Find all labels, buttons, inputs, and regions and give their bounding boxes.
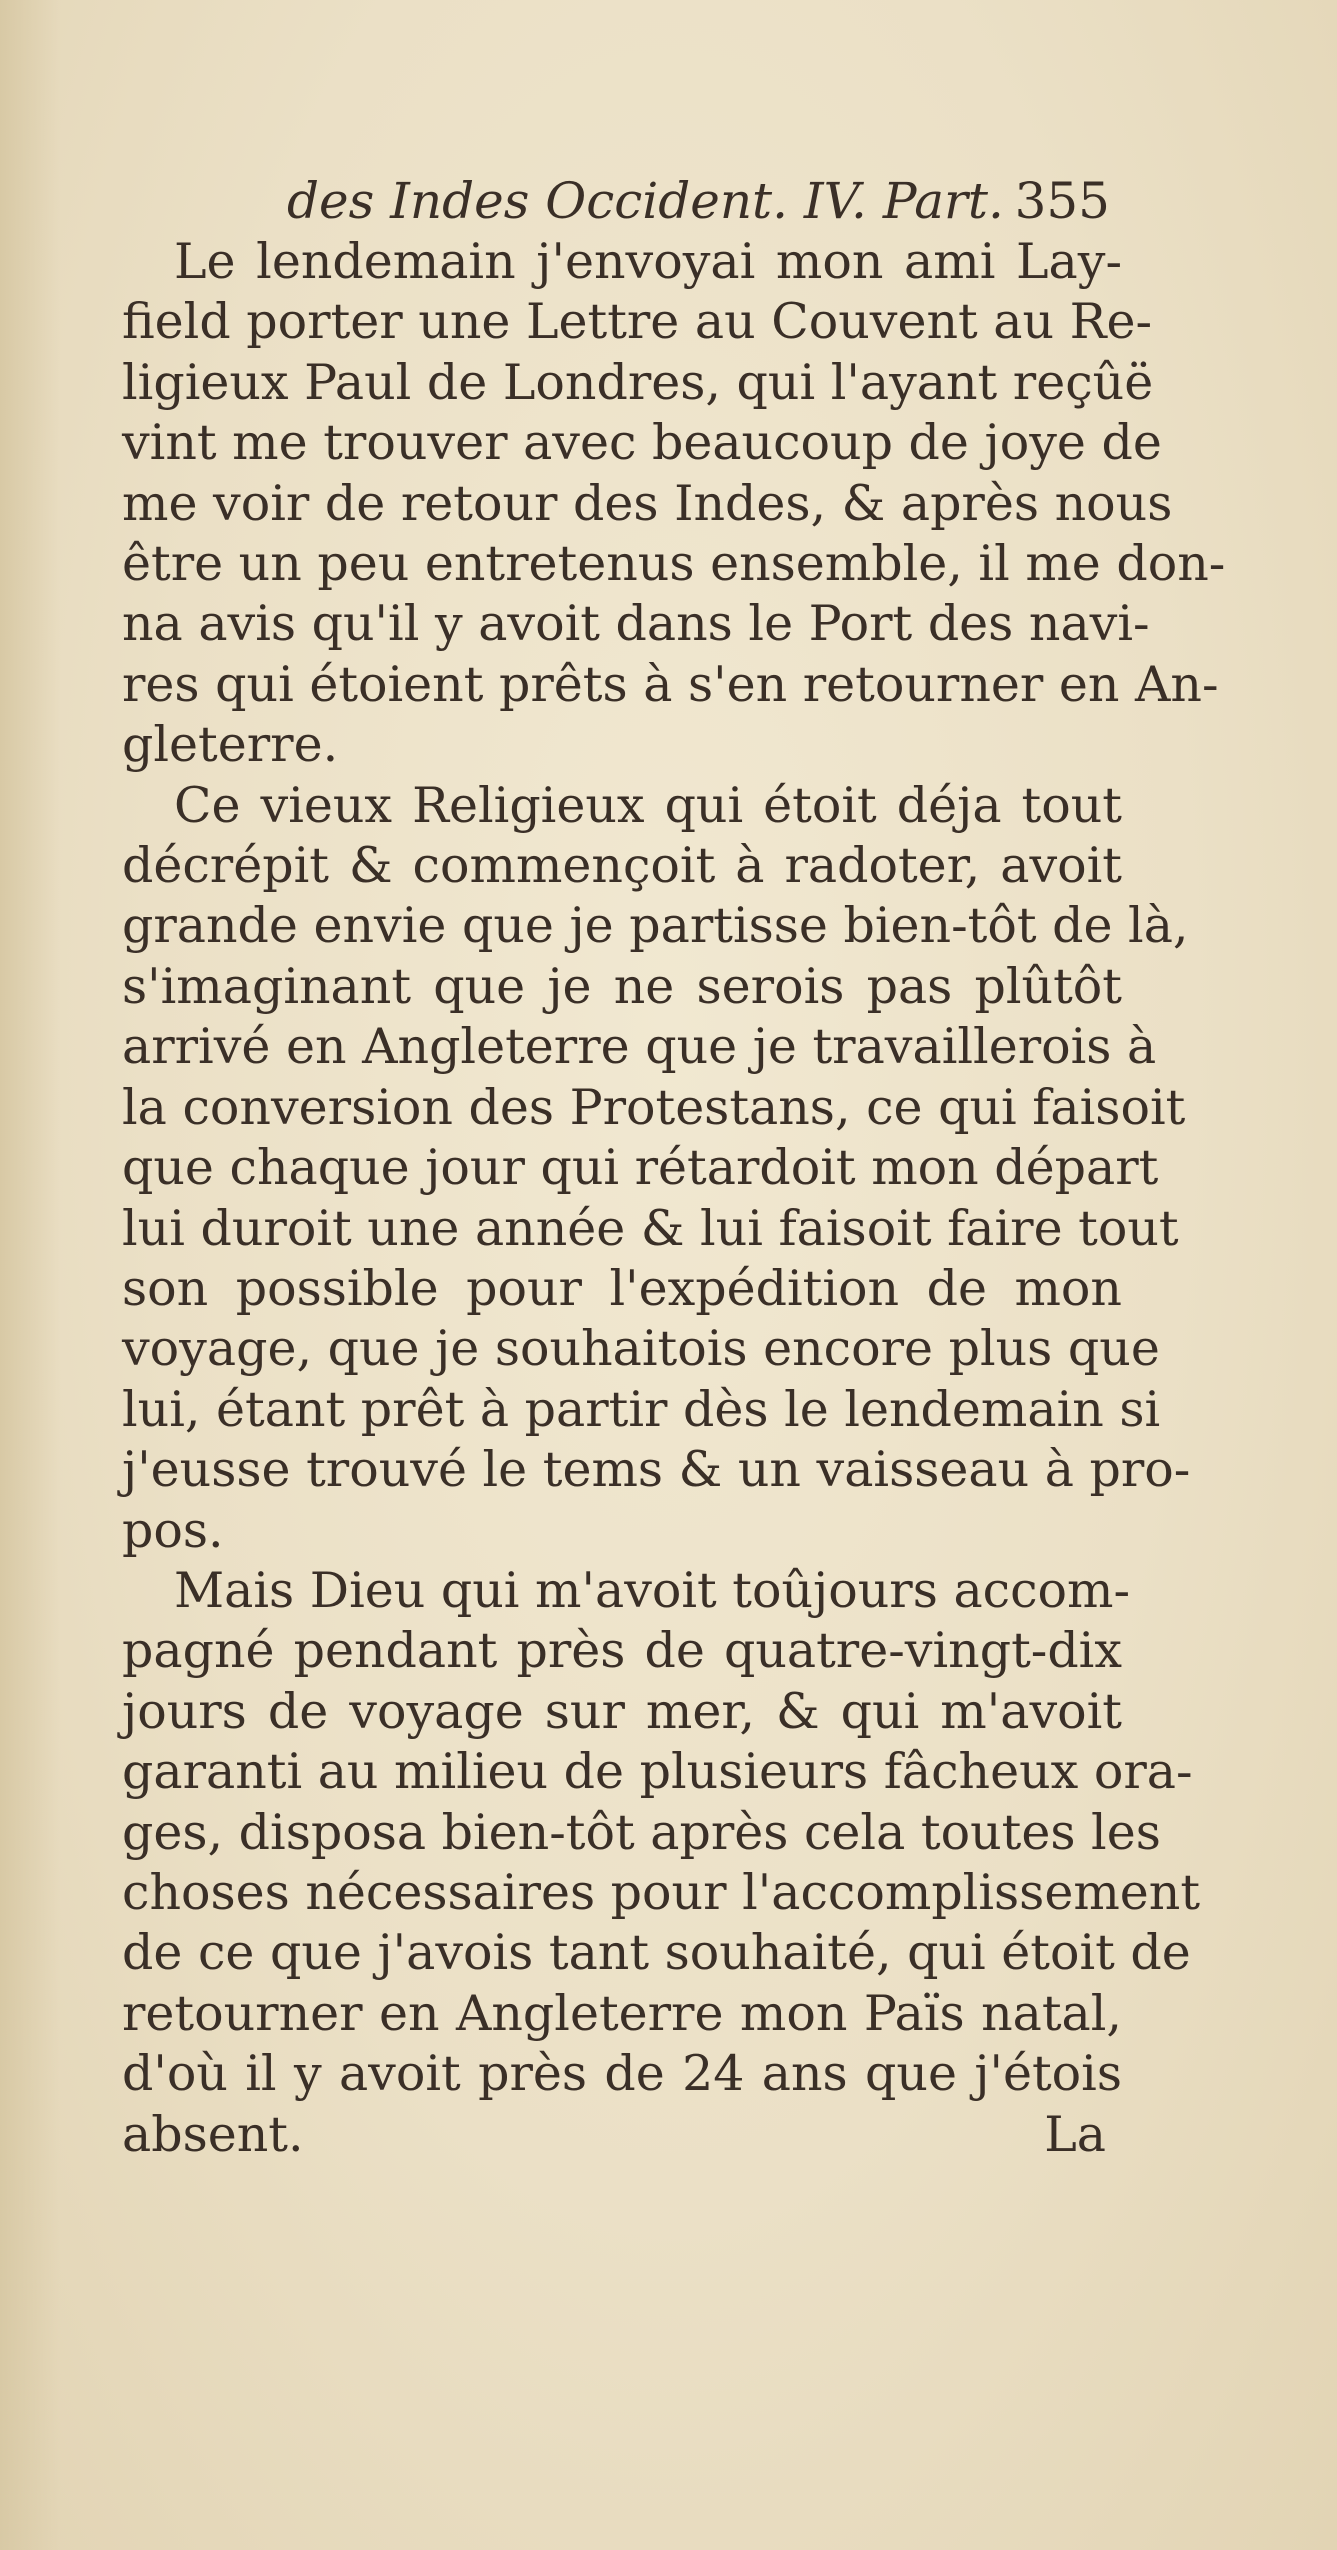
text-line: Le lendemain j'envoyai mon ami Lay- (174, 233, 1122, 290)
text-line: son possible pour l'expédition de mon (122, 1259, 1122, 1317)
text-line: arrivé en Angleterre que je travaillerois à (122, 1018, 1157, 1076)
text-line: Ce vieux Religieux qui étoit déja tout (174, 776, 1122, 834)
text-line: ges, disposa bien-tôt après cela toutes les (122, 1803, 1161, 1861)
text-line: field porter une Lettre au Couvent au Re- (122, 293, 1153, 351)
text-line: garanti au milieu de plusieurs fâcheux ora- (122, 1743, 1193, 1801)
text-line: gleterre. (122, 716, 339, 774)
text-line: j'eusse trouvé le tems & un vaisseau à pro- (122, 1441, 1191, 1499)
page-header (122, 170, 1122, 232)
text-line: voyage, que je souhaitois encore plus que (122, 1320, 1160, 1378)
final-line (122, 2105, 1122, 2165)
text-line: pos. (122, 1501, 224, 1559)
text-line: d'où il y avoit près de 24 ans que j'étois (122, 2045, 1122, 2103)
paragraph-3 (122, 1561, 1201, 2165)
text-line: décrépit & commençoit à radoter, avoit (122, 837, 1122, 895)
text-line: na avis qu'il y avoit dans le Port des navi- (122, 595, 1150, 653)
text-line: lui duroit une année & lui faisoit faire tout (122, 1199, 1179, 1257)
text-line: que chaque jour qui rétardoit mon départ (122, 1139, 1159, 1197)
text-line: res qui étoient prêts à s'en retourner en An- (122, 655, 1219, 713)
paragraph-2 (122, 776, 1191, 1561)
text-line: jours de voyage sur mer, & qui m'avoit (122, 1682, 1122, 1740)
text-line: ligieux Paul de Londres, qui l'ayant reçûë (122, 353, 1154, 411)
text-line: retourner en Angleterre mon Païs natal, (122, 1984, 1122, 2042)
text-line: Mais Dieu qui m'avoit toûjours accom- (174, 1561, 1131, 1619)
text-line: la conversion des Protestans, ce qui faisoit (122, 1078, 1186, 1136)
text-line: lui, étant prêt à partir dès le lendemain si (122, 1380, 1161, 1438)
text-line: être un peu entretenus ensemble, il me don- (122, 535, 1226, 593)
running-title: des Indes Occident. IV. Part. (287, 172, 1004, 230)
text-line: vint me trouver avec beaucoup de joye de (122, 414, 1162, 472)
text-line: absent. (122, 2105, 304, 2163)
catchword: La (1044, 2105, 1106, 2163)
page-text-block (122, 170, 1226, 2165)
gutter-shadow (0, 0, 60, 2550)
text-line: de ce que j'avois tant souhaité, qui étoit de (122, 1924, 1191, 1982)
text-line: pagné pendant près de quatre-vingt-dix (122, 1622, 1122, 1680)
text-line: choses nécessaires pour l'accomplissement (122, 1863, 1201, 1921)
paragraph-1 (122, 232, 1226, 776)
text-line: s'imaginant que je ne serois pas plûtôt (122, 957, 1122, 1015)
page-number: 355 (1014, 172, 1110, 230)
text-line: me voir de retour des Indes, & après nous (122, 474, 1173, 532)
text-line: grande envie que je partisse bien-tôt de là, (122, 897, 1189, 955)
